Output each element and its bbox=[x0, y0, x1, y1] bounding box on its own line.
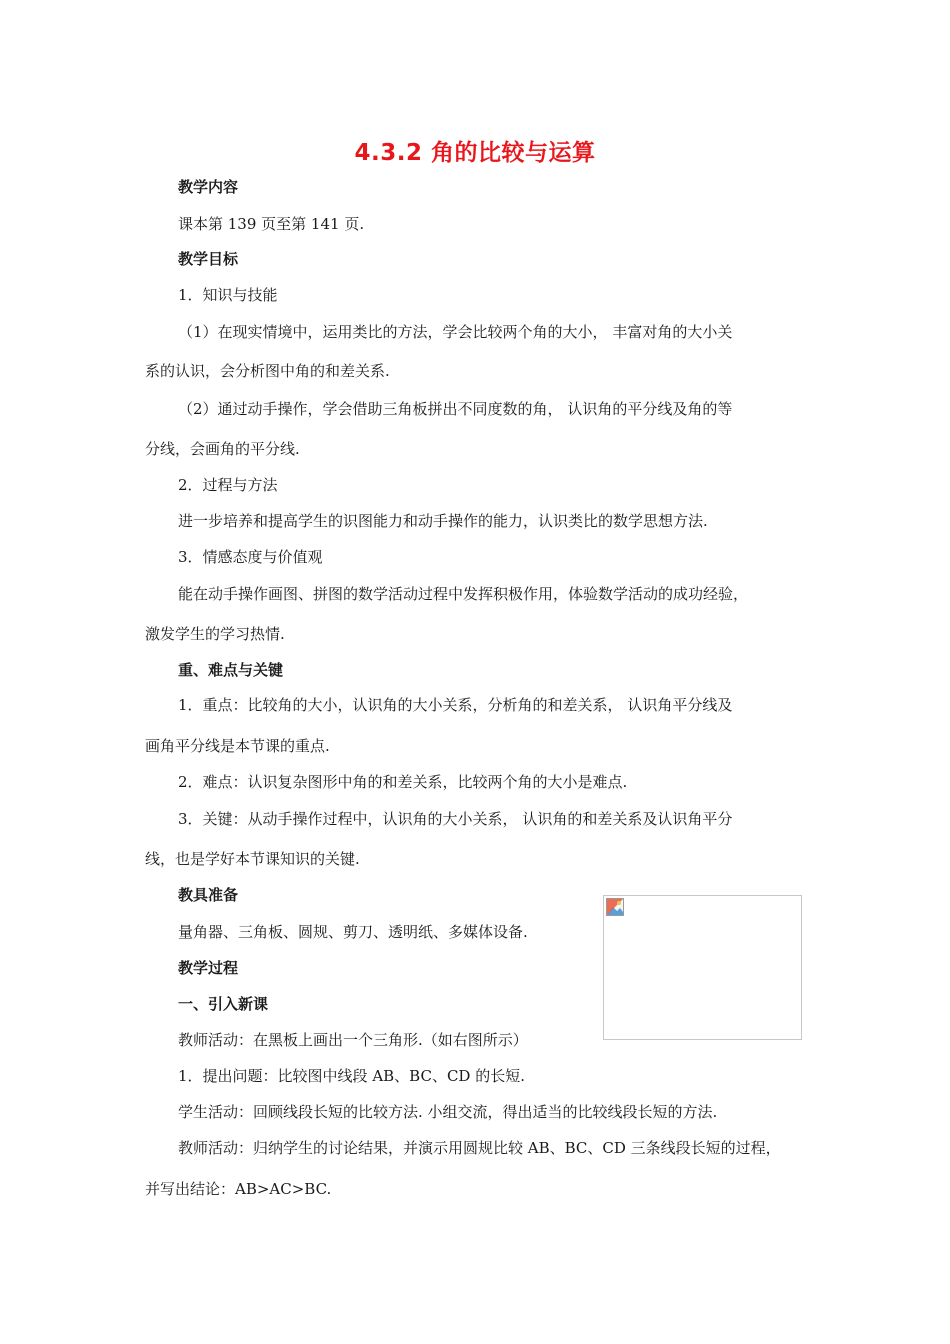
paragraph-line: （1）在现实情境中，运用类比的方法，学会比较两个角的大小， 丰富对角的大小关 bbox=[178, 323, 733, 341]
heading-teaching-content: 教学内容 bbox=[178, 178, 239, 196]
paragraph-line: 教师活动：在黑板上画出一个三角形.（如右图所示） bbox=[178, 1031, 528, 1049]
paragraph-line: 1．提出问题：比较图中线段 AB、BC、CD 的长短. bbox=[178, 1067, 525, 1085]
paragraph-line: 能在动手操作画图、拼图的数学活动过程中发挥积极作用，体验数学活动的成功经验， bbox=[178, 585, 749, 603]
paragraph-line: 并写出结论：AB>AC>BC. bbox=[145, 1180, 332, 1198]
paragraph-line: 进一步培养和提高学生的识图能力和动手操作的能力，认识类比的数学思想方法. bbox=[178, 512, 708, 530]
paragraph-line: 学生活动：回顾线段长短的比较方法. 小组交流，得出适当的比较线段长短的方法. bbox=[178, 1103, 718, 1121]
paragraph-line: 系的认识，会分析图中角的和差关系. bbox=[145, 362, 390, 380]
heading-teaching-goals: 教学目标 bbox=[178, 250, 239, 268]
paragraph-line: 教师活动：归纳学生的讨论结果，并演示用圆规比较 AB、BC、CD 三条线段长短的过程， bbox=[178, 1139, 781, 1157]
paragraph-line: 2．难点：认识复杂图形中角的和差关系，比较两个角的大小是难点. bbox=[178, 773, 628, 791]
broken-image-icon bbox=[606, 898, 624, 916]
heading-teaching-process: 教学过程 bbox=[178, 959, 239, 977]
heading-introduction: 一、引入新课 bbox=[178, 995, 269, 1013]
paragraph-line: 画角平分线是本节课的重点. bbox=[145, 737, 330, 755]
document-title: 4.3.2 角的比较与运算 bbox=[354, 140, 596, 166]
paragraph-line: 3．关键：从动手操作过程中，认识角的大小关系， 认识角的和差关系及认识角平分 bbox=[178, 810, 733, 828]
heading-teaching-tools: 教具准备 bbox=[178, 886, 239, 904]
paragraph-line: 3．情感态度与价值观 bbox=[178, 548, 323, 566]
paragraph-line: 分线，会画角的平分线. bbox=[145, 440, 300, 458]
paragraph-line: 激发学生的学习热情. bbox=[145, 625, 285, 643]
paragraph-line: 量角器、三角板、圆规、剪刀、透明纸、多媒体设备. bbox=[178, 923, 528, 941]
paragraph-line: （2）通过动手操作，学会借助三角板拼出不同度数的角， 认识角的平分线及角的等 bbox=[178, 400, 733, 418]
heading-key-points: 重、难点与关键 bbox=[178, 661, 284, 679]
paragraph-line: 线，也是学好本节课知识的关键. bbox=[145, 850, 360, 868]
paragraph-line: 1．重点：比较角的大小，认识角的大小关系，分析角的和差关系， 认识角平分线及 bbox=[178, 696, 733, 714]
triangle-figure-placeholder bbox=[603, 895, 802, 1040]
paragraph-line: 2．过程与方法 bbox=[178, 476, 278, 494]
paragraph-line: 1．知识与技能 bbox=[178, 286, 278, 304]
paragraph-line: 课本第 139 页至第 141 页. bbox=[178, 215, 365, 233]
